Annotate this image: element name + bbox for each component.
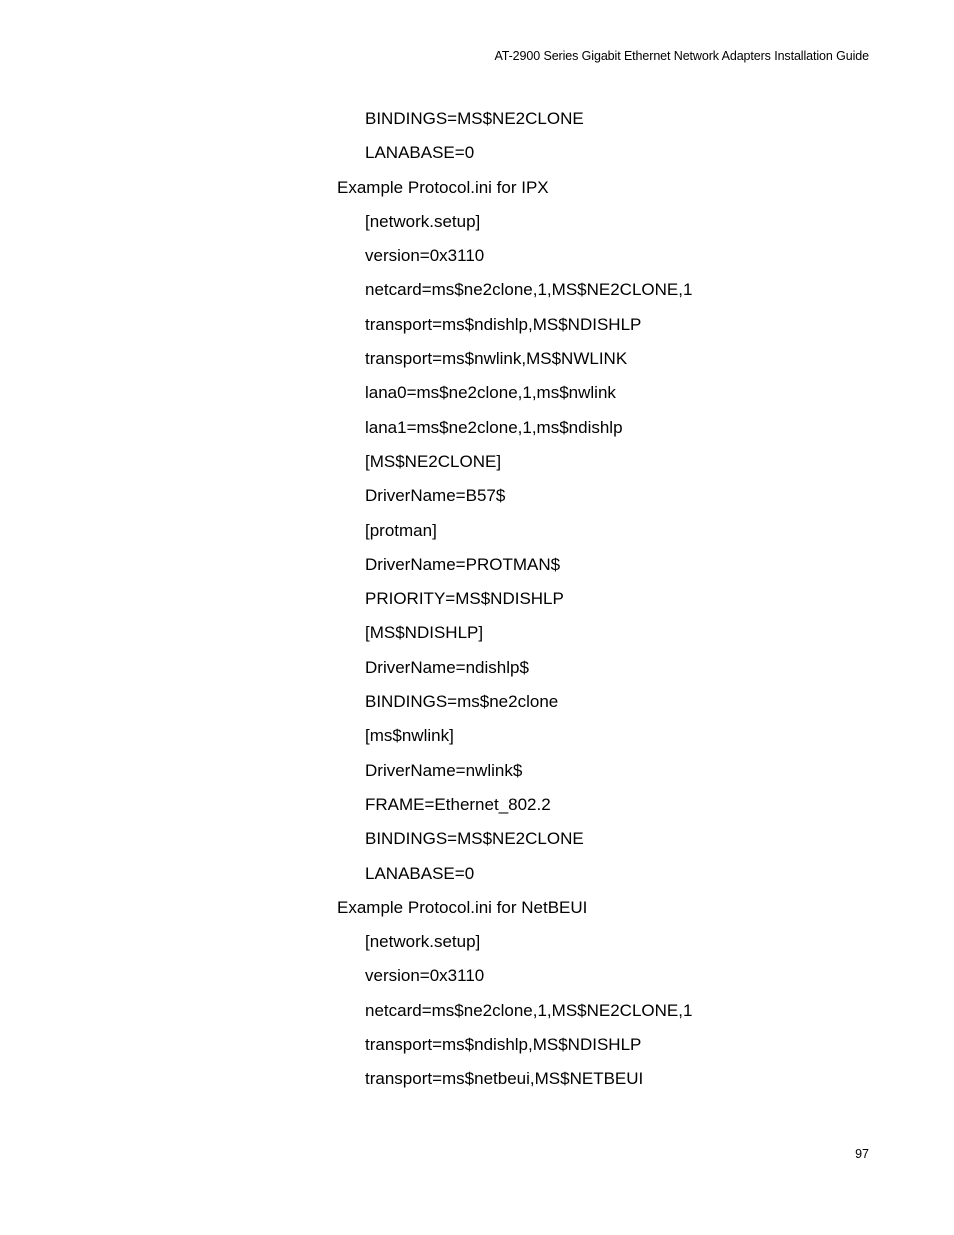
config-line: DriverName=ndishlp$ (365, 657, 529, 677)
config-line: transport=ms$ndishlp,MS$NDISHLP (365, 1035, 642, 1055)
page-content (0, 102, 954, 1097)
config-line: FRAME=Ethernet_802.2 (365, 794, 551, 814)
config-line: netcard=ms$ne2clone,1,MS$NE2CLONE,1 (365, 1000, 693, 1020)
config-line: version=0x3110 (365, 966, 485, 986)
section-heading: Example Protocol.ini for NetBEUI (337, 897, 588, 917)
config-line: DriverName=B57$ (365, 486, 506, 506)
config-line: lana1=ms$ne2clone,1,ms$ndishlp (365, 417, 623, 437)
config-line: BINDINGS=ms$ne2clone (365, 692, 559, 712)
config-line: netcard=ms$ne2clone,1,MS$NE2CLONE,1 (365, 280, 693, 300)
config-line: DriverName=PROTMAN$ (365, 554, 561, 574)
config-line: lana0=ms$ne2clone,1,ms$nwlink (365, 383, 616, 403)
config-line: PRIORITY=MS$NDISHLP (365, 589, 564, 609)
config-line: transport=ms$ndishlp,MS$NDISHLP (365, 314, 642, 334)
config-line: [protman] (365, 520, 437, 540)
config-line: [ms$nwlink] (365, 726, 454, 746)
config-line: DriverName=nwlink$ (365, 760, 523, 780)
config-line: [MS$NE2CLONE] (365, 451, 502, 471)
running-header: AT-2900 Series Gigabit Ethernet Network Adapters Installation Guide (494, 49, 869, 63)
config-line: BINDINGS=MS$NE2CLONE (365, 109, 584, 128)
config-line: LANABASE=0 (365, 143, 475, 163)
config-line: transport=ms$nwlink,MS$NWLINK (365, 349, 628, 369)
config-line: LANABASE=0 (365, 863, 475, 883)
page-number: 97 (855, 1147, 869, 1161)
config-line: version=0x3110 (365, 246, 485, 266)
config-line: [network.setup] (365, 211, 481, 231)
config-line: [MS$NDISHLP] (365, 623, 484, 643)
config-line: [network.setup] (365, 932, 481, 952)
section-heading: Example Protocol.ini for IPX (337, 177, 549, 197)
config-line: transport=ms$netbeui,MS$NETBEUI (365, 1069, 644, 1089)
config-line: BINDINGS=MS$NE2CLONE (365, 829, 584, 849)
